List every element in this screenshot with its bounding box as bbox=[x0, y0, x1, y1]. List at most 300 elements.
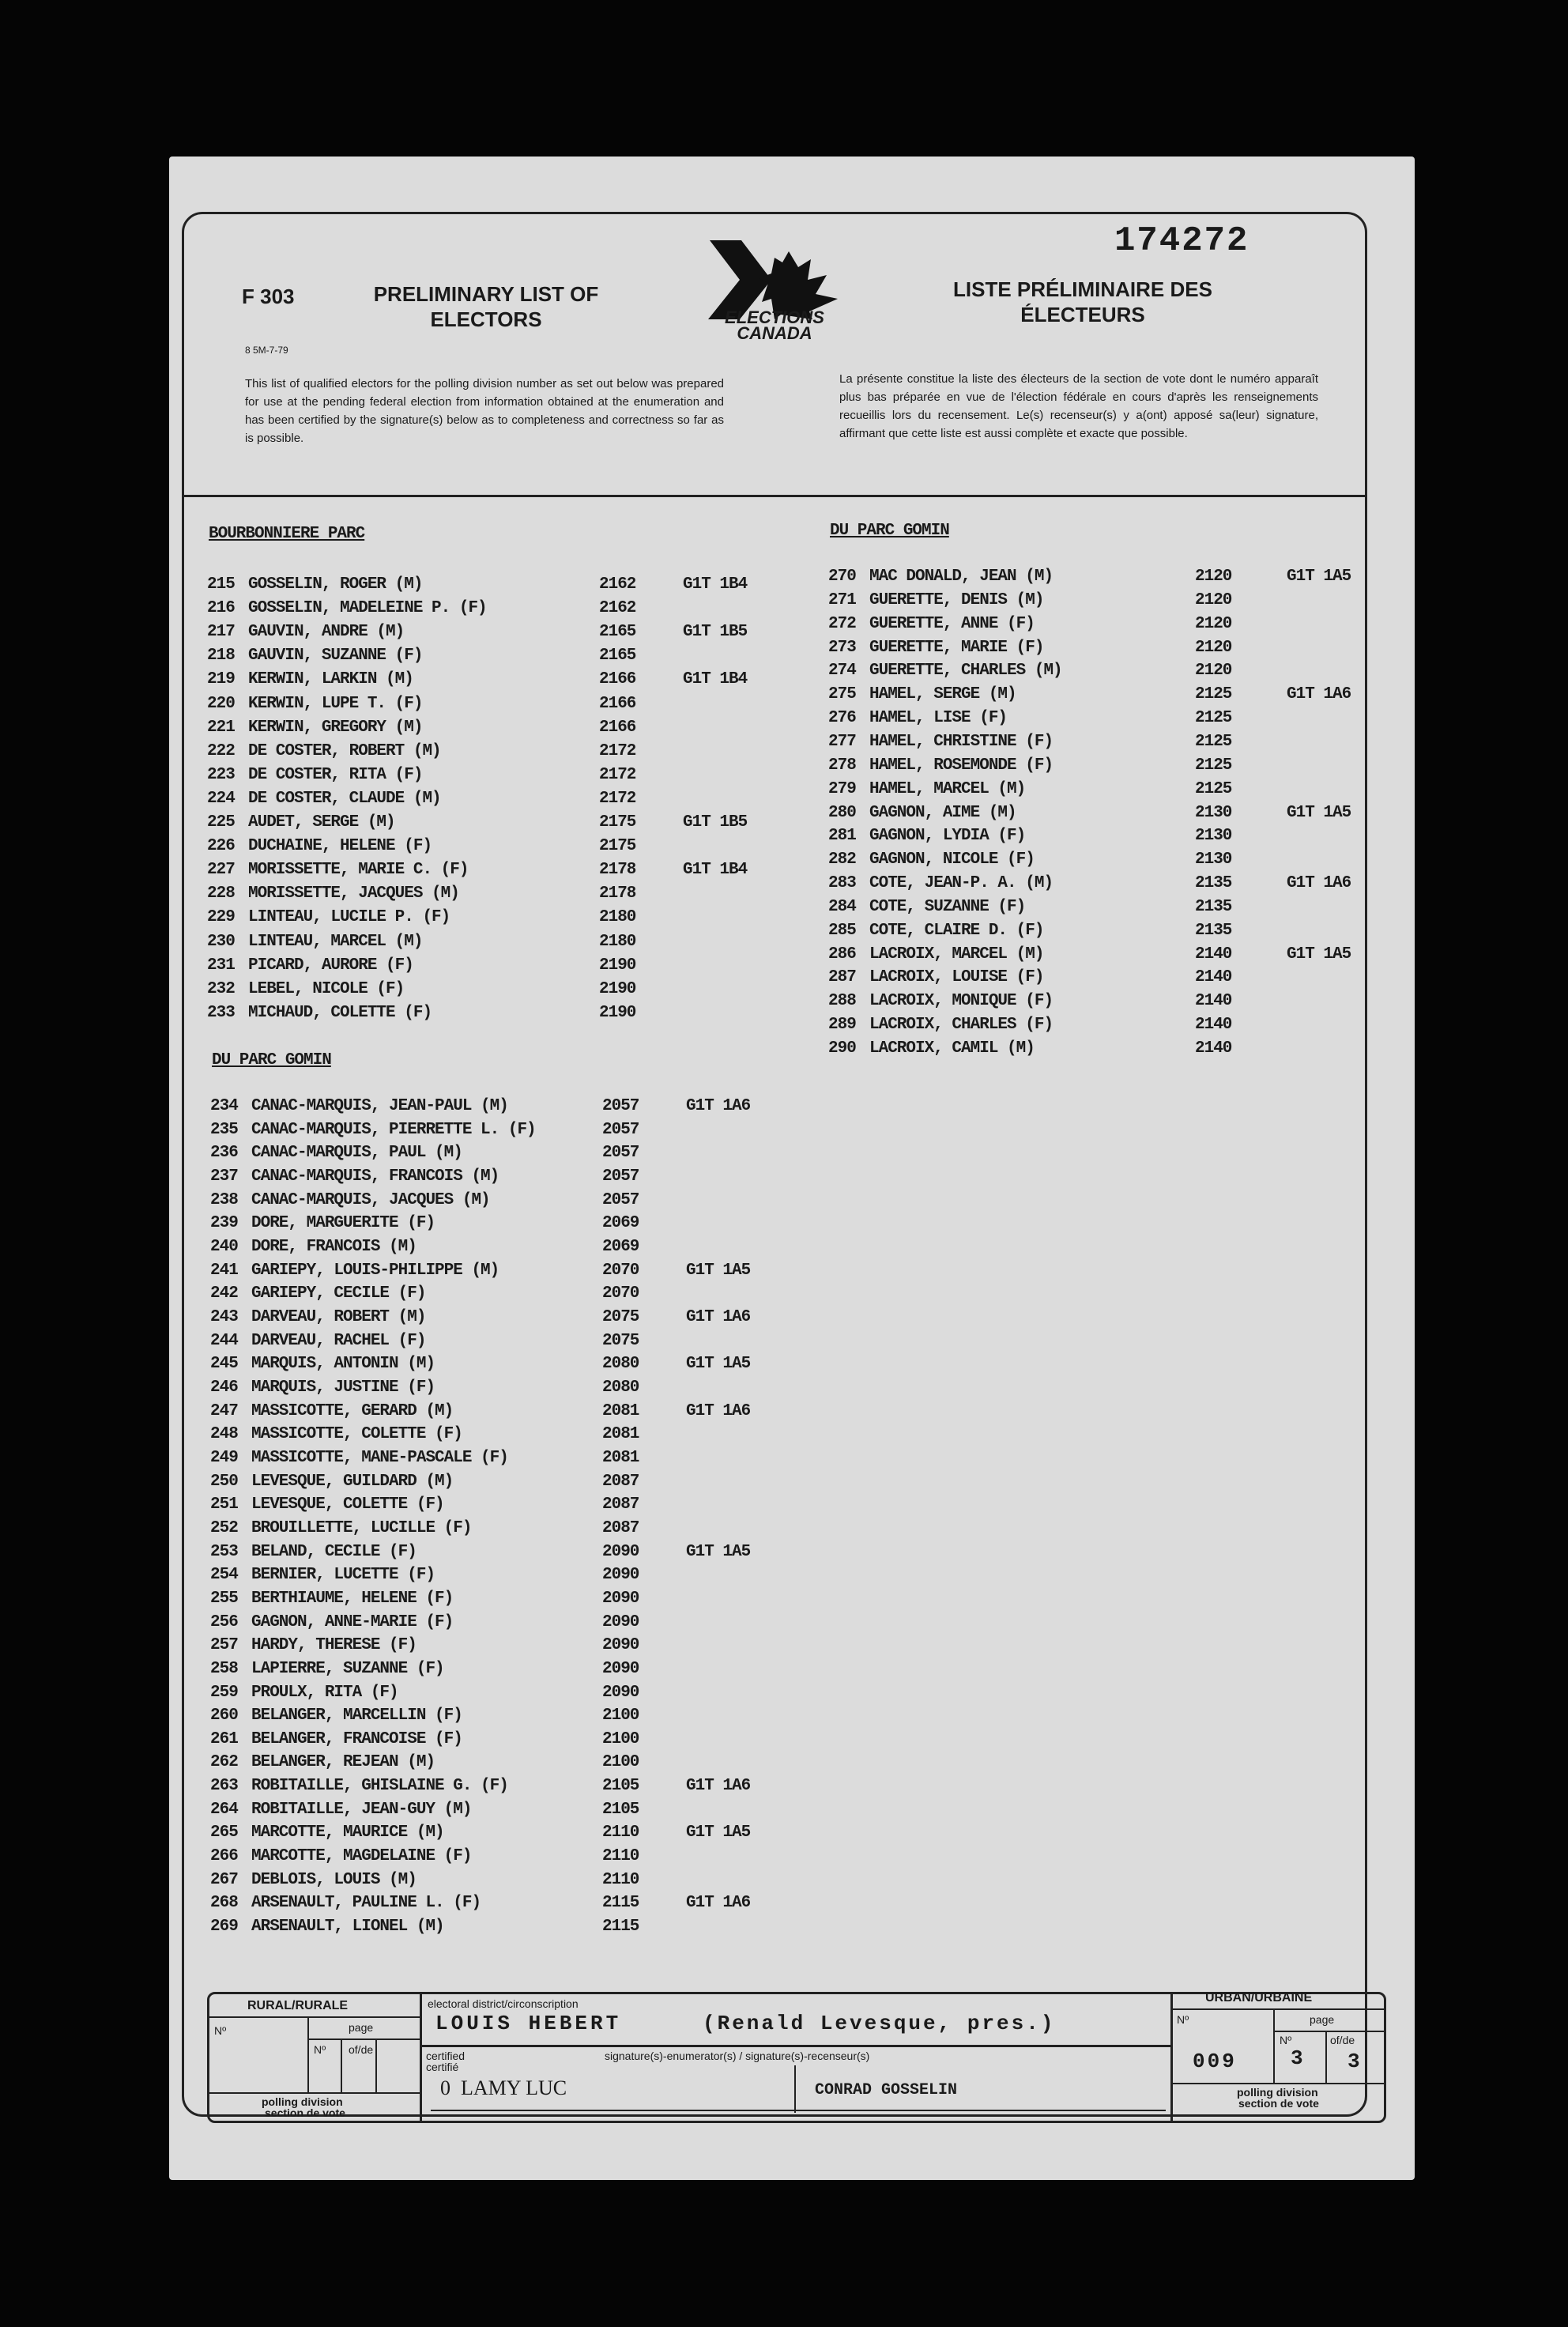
elector-postal-code: G1T 1A6 bbox=[686, 1097, 751, 1115]
elector-civic-number: 2140 bbox=[1195, 1039, 1232, 1058]
elector-civic-number: 2110 bbox=[602, 1824, 639, 1842]
elector-name: HAMEL, SERGE (M) bbox=[869, 685, 1016, 704]
elector-number: 238 bbox=[210, 1190, 238, 1209]
elector-civic-number: 2081 bbox=[602, 1401, 639, 1420]
logo-text bbox=[695, 307, 854, 343]
urban-of-label: of/de bbox=[1330, 2034, 1355, 2046]
elector-name: HAMEL, MARCEL (M) bbox=[869, 779, 1026, 798]
elector-number: 217 bbox=[207, 623, 235, 642]
elector-civic-number: 2057 bbox=[602, 1144, 639, 1163]
elector-name: GUERETTE, ANNE (F) bbox=[869, 614, 1035, 633]
elector-civic-number: 2165 bbox=[599, 623, 636, 642]
elector-number: 281 bbox=[828, 827, 856, 846]
elector-name: COTE, JEAN-P. A. (M) bbox=[869, 874, 1054, 893]
urban-polling-label: polling division bbox=[1237, 2086, 1318, 2099]
urban-label: URBAN/URBAINE bbox=[1205, 1991, 1313, 2005]
rural-label: RURAL/RURALE bbox=[247, 1999, 349, 2012]
rural-rule-v2 bbox=[341, 2038, 342, 2092]
elector-name: GAUVIN, ANDRE (M) bbox=[248, 623, 405, 642]
elector-postal-code: G1T 1A6 bbox=[686, 1777, 751, 1796]
footer-divider-1 bbox=[420, 1994, 422, 2121]
elector-name: GUERETTE, DENIS (M) bbox=[869, 590, 1044, 609]
elector-name: HAMEL, ROSEMONDE (F) bbox=[869, 756, 1054, 775]
elector-name: CANAC-MARQUIS, FRANCOIS (M) bbox=[251, 1167, 499, 1186]
elector-number: 223 bbox=[207, 765, 235, 784]
elector-number: 283 bbox=[828, 874, 856, 893]
section-title-gomin-right: DU PARC GOMIN bbox=[830, 522, 949, 540]
elector-postal-code: G1T 1A5 bbox=[1287, 803, 1351, 822]
elector-civic-number: 2140 bbox=[1195, 992, 1232, 1011]
elector-name: CANAC-MARQUIS, PIERRETTE L. (F) bbox=[251, 1120, 536, 1139]
elector-number: 264 bbox=[210, 1800, 238, 1819]
elector-civic-number: 2080 bbox=[602, 1355, 639, 1374]
elector-number: 270 bbox=[828, 568, 856, 586]
elector-number: 251 bbox=[210, 1495, 238, 1514]
urban-rule-v2 bbox=[1325, 2031, 1327, 2083]
elector-civic-number: 2090 bbox=[602, 1659, 639, 1678]
elector-number: 282 bbox=[828, 850, 856, 869]
elector-number: 215 bbox=[207, 575, 235, 594]
elector-number: 224 bbox=[207, 789, 235, 808]
elector-postal-code: G1T 1A5 bbox=[686, 1355, 751, 1374]
elector-name: BELANGER, REJEAN (M) bbox=[251, 1753, 435, 1772]
elector-number: 257 bbox=[210, 1636, 238, 1655]
title-french: LISTE PRÉLIMINAIRE DES ÉLECTEURS bbox=[953, 277, 1212, 326]
elector-name: HAMEL, LISE (F) bbox=[869, 709, 1008, 728]
elector-number: 261 bbox=[210, 1729, 238, 1748]
elector-name: MARQUIS, ANTONIN (M) bbox=[251, 1355, 435, 1374]
elector-civic-number: 2190 bbox=[599, 1003, 636, 1022]
elector-number: 278 bbox=[828, 756, 856, 775]
enumerator1-signature: LAMY LUC bbox=[461, 2076, 567, 2099]
elector-name: DUCHAINE, HELENE (F) bbox=[248, 837, 432, 856]
elector-civic-number: 2057 bbox=[602, 1120, 639, 1139]
elector-civic-number: 2180 bbox=[599, 932, 636, 951]
elector-number: 226 bbox=[207, 837, 235, 856]
elector-name: ARSENAULT, PAULINE L. (F) bbox=[251, 1894, 481, 1913]
elector-name: LACROIX, CAMIL (M) bbox=[869, 1039, 1035, 1058]
elector-name: LEBEL, NICOLE (F) bbox=[248, 979, 405, 998]
elector-number: 272 bbox=[828, 614, 856, 633]
elector-number: 234 bbox=[210, 1097, 238, 1115]
elector-number: 285 bbox=[828, 921, 856, 940]
enumerator1-prefix: 0 bbox=[440, 2076, 450, 2099]
enumerator2-signature: CONRAD GOSSELIN bbox=[815, 2081, 958, 2099]
elector-name: PROULX, RITA (F) bbox=[251, 1683, 398, 1702]
elector-civic-number: 2100 bbox=[602, 1753, 639, 1772]
elector-civic-number: 2105 bbox=[602, 1800, 639, 1819]
elector-number: 290 bbox=[828, 1039, 856, 1058]
page-of-number: 3 bbox=[1348, 2050, 1360, 2073]
elector-number: 231 bbox=[207, 956, 235, 975]
elector-number: 268 bbox=[210, 1894, 238, 1913]
elector-number: 253 bbox=[210, 1542, 238, 1561]
elector-civic-number: 2166 bbox=[599, 694, 636, 713]
elector-name: KERWIN, GREGORY (M) bbox=[248, 718, 423, 737]
elector-name: BELAND, CECILE (F) bbox=[251, 1542, 416, 1561]
elector-name: LINTEAU, MARCEL (M) bbox=[248, 932, 423, 951]
elector-number: 222 bbox=[207, 741, 235, 760]
footer-box bbox=[207, 1992, 1386, 2123]
serial-number: 174272 bbox=[1114, 221, 1250, 261]
elector-name: COTE, CLAIRE D. (F) bbox=[869, 921, 1044, 940]
elector-name: DE COSTER, ROBERT (M) bbox=[248, 741, 441, 760]
elector-number: 229 bbox=[207, 908, 235, 927]
rural-of-label: of/de bbox=[349, 2043, 374, 2056]
elector-civic-number: 2090 bbox=[602, 1589, 639, 1608]
elector-name: CANAC-MARQUIS, JACQUES (M) bbox=[251, 1190, 490, 1209]
elector-number: 267 bbox=[210, 1870, 238, 1889]
rural-rule-v3 bbox=[375, 2038, 377, 2092]
elector-name: GUERETTE, CHARLES (M) bbox=[869, 662, 1062, 681]
urban-page-label: page bbox=[1310, 2013, 1335, 2026]
elector-number: 274 bbox=[828, 662, 856, 681]
elector-name: LACROIX, MONIQUE (F) bbox=[869, 992, 1054, 1011]
elector-name: DEBLOIS, LOUIS (M) bbox=[251, 1870, 416, 1889]
elector-name: BERNIER, LUCETTE (F) bbox=[251, 1566, 435, 1585]
elector-civic-number: 2069 bbox=[602, 1214, 639, 1233]
elector-number: 255 bbox=[210, 1589, 238, 1608]
elector-number: 287 bbox=[828, 968, 856, 987]
intro-english: This list of qualified electors for the polling division number as set out below was prepared for use at the pending federal election from information obtained at the enumeration and has been certified by the signature(s) below as to completeness and correctness so far as is possible. bbox=[245, 377, 724, 445]
elector-civic-number: 2057 bbox=[602, 1190, 639, 1209]
elector-number: 240 bbox=[210, 1237, 238, 1256]
elector-number: 225 bbox=[207, 813, 235, 832]
elector-number: 259 bbox=[210, 1683, 238, 1702]
elector-civic-number: 2081 bbox=[602, 1448, 639, 1467]
elector-name: DE COSTER, CLAUDE (M) bbox=[248, 789, 441, 808]
elector-number: 248 bbox=[210, 1425, 238, 1444]
elector-number: 269 bbox=[210, 1918, 238, 1937]
elector-postal-code: G1T 1B4 bbox=[683, 575, 748, 594]
elector-civic-number: 2080 bbox=[602, 1378, 639, 1397]
elector-postal-code: G1T 1A5 bbox=[1287, 568, 1351, 586]
elector-name: LAPIERRE, SUZANNE (F) bbox=[251, 1659, 444, 1678]
elector-civic-number: 2125 bbox=[1195, 685, 1232, 704]
elector-civic-number: 2175 bbox=[599, 837, 636, 856]
signature-divider bbox=[794, 2065, 796, 2113]
elector-civic-number: 2100 bbox=[602, 1729, 639, 1748]
elector-name: PICARD, AURORE (F) bbox=[248, 956, 413, 975]
elector-number: 244 bbox=[210, 1331, 238, 1350]
elector-postal-code: G1T 1A5 bbox=[686, 1261, 751, 1280]
elector-civic-number: 2081 bbox=[602, 1425, 639, 1444]
elector-civic-number: 2087 bbox=[602, 1472, 639, 1491]
elector-number: 265 bbox=[210, 1824, 238, 1842]
print-code: 8 5M-7-79 bbox=[245, 345, 288, 356]
elector-number: 288 bbox=[828, 992, 856, 1011]
elector-number: 216 bbox=[207, 599, 235, 618]
elector-number: 241 bbox=[210, 1261, 238, 1280]
elector-number: 250 bbox=[210, 1472, 238, 1491]
elector-civic-number: 2090 bbox=[602, 1636, 639, 1655]
elector-name: CANAC-MARQUIS, PAUL (M) bbox=[251, 1144, 462, 1163]
elector-civic-number: 2100 bbox=[602, 1707, 639, 1725]
elector-civic-number: 2115 bbox=[602, 1894, 639, 1913]
elector-name: HAMEL, CHRISTINE (F) bbox=[869, 732, 1054, 751]
elector-civic-number: 2140 bbox=[1195, 945, 1232, 964]
elector-number: 230 bbox=[207, 932, 235, 951]
elector-number: 235 bbox=[210, 1120, 238, 1139]
footer-divider-2 bbox=[1170, 1994, 1173, 2121]
elector-name: ROBITAILLE, GHISLAINE G. (F) bbox=[251, 1777, 508, 1796]
elector-civic-number: 2166 bbox=[599, 670, 636, 689]
elector-number: 242 bbox=[210, 1284, 238, 1303]
elector-number: 228 bbox=[207, 884, 235, 903]
elector-civic-number: 2125 bbox=[1195, 732, 1232, 751]
elector-civic-number: 2057 bbox=[602, 1097, 639, 1115]
elector-civic-number: 2172 bbox=[599, 765, 636, 784]
elector-civic-number: 2172 bbox=[599, 741, 636, 760]
elector-civic-number: 2125 bbox=[1195, 709, 1232, 728]
elector-name: GARIEPY, LOUIS-PHILIPPE (M) bbox=[251, 1261, 499, 1280]
elector-name: LEVESQUE, GUILDARD (M) bbox=[251, 1472, 454, 1491]
elector-civic-number: 2120 bbox=[1195, 590, 1232, 609]
elector-name: DARVEAU, ROBERT (M) bbox=[251, 1307, 426, 1326]
elector-number: 220 bbox=[207, 694, 235, 713]
elector-name: GUERETTE, MARIE (F) bbox=[869, 638, 1044, 657]
rural-rule-v1 bbox=[307, 2018, 309, 2092]
elector-postal-code: G1T 1A6 bbox=[686, 1307, 751, 1326]
elector-postal-code: G1T 1A6 bbox=[686, 1894, 751, 1913]
elector-name: MICHAUD, COLETTE (F) bbox=[248, 1003, 432, 1022]
elector-number: 245 bbox=[210, 1355, 238, 1374]
elector-civic-number: 2162 bbox=[599, 599, 636, 618]
elector-civic-number: 2175 bbox=[599, 813, 636, 832]
elector-name: DARVEAU, RACHEL (F) bbox=[251, 1331, 426, 1350]
elector-name: GARIEPY, CECILE (F) bbox=[251, 1284, 426, 1303]
rural-no2-label: Nº bbox=[314, 2043, 326, 2056]
elector-name: LACROIX, MARCEL (M) bbox=[869, 945, 1044, 964]
elector-postal-code: G1T 1A5 bbox=[686, 1824, 751, 1842]
elector-name: GOSSELIN, MADELEINE P. (F) bbox=[248, 599, 487, 618]
elector-name: LACROIX, CHARLES (F) bbox=[869, 1016, 1054, 1035]
intro-french: La présente constitue la liste des électeurs de la section de vote dont le numéro apparaît plus bas préparée en vue de l'élection fédérale en cours d'après les renseignements recueillis lors du recensement. Le(s) recenseur(s) y a(ont) apposé sa(leur) signature, affirmant que cette liste est aussi complète et exacte que possible. bbox=[839, 372, 1318, 440]
elector-name: ARSENAULT, LIONEL (M) bbox=[251, 1918, 444, 1937]
elector-postal-code: G1T 1A5 bbox=[686, 1542, 751, 1561]
elector-name: DORE, MARGUERITE (F) bbox=[251, 1214, 435, 1233]
elector-number: 286 bbox=[828, 945, 856, 964]
elector-civic-number: 2115 bbox=[602, 1918, 639, 1937]
certified-label: certified bbox=[426, 2050, 466, 2062]
elector-civic-number: 2120 bbox=[1195, 568, 1232, 586]
elector-name: MASSICOTTE, MANE-PASCALE (F) bbox=[251, 1448, 508, 1467]
elector-number: 221 bbox=[207, 718, 235, 737]
elector-number: 289 bbox=[828, 1016, 856, 1035]
elector-name: BERTHIAUME, HELENE (F) bbox=[251, 1589, 454, 1608]
elector-number: 279 bbox=[828, 779, 856, 798]
elector-name: HARDY, THERESE (F) bbox=[251, 1636, 416, 1655]
elector-number: 254 bbox=[210, 1566, 238, 1585]
elector-number: 219 bbox=[207, 670, 235, 689]
elector-number: 246 bbox=[210, 1378, 238, 1397]
elector-civic-number: 2140 bbox=[1195, 968, 1232, 987]
elector-number: 263 bbox=[210, 1777, 238, 1796]
elector-number: 236 bbox=[210, 1144, 238, 1163]
elector-name: COTE, SUZANNE (F) bbox=[869, 897, 1026, 916]
elector-name: GAGNON, ANNE-MARIE (F) bbox=[251, 1612, 454, 1631]
elector-civic-number: 2057 bbox=[602, 1167, 639, 1186]
rural-rule-mid bbox=[307, 2038, 420, 2040]
elector-civic-number: 2070 bbox=[602, 1261, 639, 1280]
elector-name: MARCOTTE, MAGDELAINE (F) bbox=[251, 1847, 472, 1866]
elector-postal-code: G1T 1A6 bbox=[686, 1401, 751, 1420]
district-value: LOUIS HEBERT bbox=[435, 2012, 622, 2035]
elector-civic-number: 2125 bbox=[1195, 779, 1232, 798]
elector-name: DE COSTER, RITA (F) bbox=[248, 765, 423, 784]
elector-number: 239 bbox=[210, 1214, 238, 1233]
elector-name: BELANGER, MARCELLIN (F) bbox=[251, 1707, 462, 1725]
elector-name: MASSICOTTE, GERARD (M) bbox=[251, 1401, 454, 1420]
rural-section-label: section de vote bbox=[265, 2106, 345, 2119]
elector-civic-number: 2087 bbox=[602, 1518, 639, 1537]
elector-number: 247 bbox=[210, 1401, 238, 1420]
elector-name: BELANGER, FRANCOISE (F) bbox=[251, 1729, 462, 1748]
elector-civic-number: 2120 bbox=[1195, 614, 1232, 633]
elector-number: 275 bbox=[828, 685, 856, 704]
elector-civic-number: 2162 bbox=[599, 575, 636, 594]
elector-postal-code: G1T 1B4 bbox=[683, 670, 748, 689]
elector-postal-code: G1T 1B5 bbox=[683, 813, 748, 832]
elector-civic-number: 2178 bbox=[599, 861, 636, 880]
rural-polling-label: polling division bbox=[262, 2095, 343, 2108]
elector-civic-number: 2120 bbox=[1195, 638, 1232, 657]
district-label: electoral district/circonscription bbox=[428, 1997, 579, 2010]
elector-civic-number: 2087 bbox=[602, 1495, 639, 1514]
elector-civic-number: 2130 bbox=[1195, 850, 1232, 869]
elector-number: 237 bbox=[210, 1167, 238, 1186]
elector-civic-number: 2069 bbox=[602, 1237, 639, 1256]
district-rule bbox=[422, 2045, 1170, 2047]
elector-name: DORE, FRANCOIS (M) bbox=[251, 1237, 416, 1256]
elector-name: GOSSELIN, ROGER (M) bbox=[248, 575, 423, 594]
elector-number: 232 bbox=[207, 979, 235, 998]
elector-number: 280 bbox=[828, 803, 856, 822]
elector-civic-number: 2105 bbox=[602, 1777, 639, 1796]
rural-rule-top bbox=[209, 2016, 420, 2018]
elector-civic-number: 2125 bbox=[1195, 756, 1232, 775]
elector-number: 276 bbox=[828, 709, 856, 728]
elector-civic-number: 2130 bbox=[1195, 827, 1232, 846]
elector-civic-number: 2190 bbox=[599, 956, 636, 975]
elector-name: LACROIX, LOUISE (F) bbox=[869, 968, 1044, 987]
elector-civic-number: 2190 bbox=[599, 979, 636, 998]
elector-name: MARQUIS, JUSTINE (F) bbox=[251, 1378, 435, 1397]
header-divider bbox=[182, 495, 1367, 497]
elector-postal-code: G1T 1B4 bbox=[683, 861, 748, 880]
elector-civic-number: 2140 bbox=[1195, 1016, 1232, 1035]
elector-civic-number: 2075 bbox=[602, 1307, 639, 1326]
elector-number: 233 bbox=[207, 1003, 235, 1022]
page-number: 3 bbox=[1291, 2046, 1303, 2070]
elector-civic-number: 2090 bbox=[602, 1683, 639, 1702]
elector-name: KERWIN, LUPE T. (F) bbox=[248, 694, 423, 713]
elector-civic-number: 2120 bbox=[1195, 662, 1232, 681]
signature-label: signature(s)-enumerator(s) / signature(s)-recenseur(s) bbox=[605, 2050, 870, 2062]
elector-civic-number: 2130 bbox=[1195, 803, 1232, 822]
elector-civic-number: 2090 bbox=[602, 1612, 639, 1631]
elector-civic-number: 2172 bbox=[599, 789, 636, 808]
elector-postal-code: G1T 1B5 bbox=[683, 623, 748, 642]
title-english: PRELIMINARY LIST OF ELECTORS bbox=[373, 282, 599, 331]
elector-name: ROBITAILLE, JEAN-GUY (M) bbox=[251, 1800, 472, 1819]
urban-no2-label: Nº bbox=[1280, 2034, 1292, 2046]
candidate-note: (Renald Levesque, pres.) bbox=[703, 2012, 1056, 2035]
elector-name: MAC DONALD, JEAN (M) bbox=[869, 568, 1054, 586]
elector-civic-number: 2090 bbox=[602, 1542, 639, 1561]
elector-number: 256 bbox=[210, 1612, 238, 1631]
elector-name: GAUVIN, SUZANNE (F) bbox=[248, 647, 423, 666]
rural-no-label: Nº bbox=[214, 2024, 227, 2037]
urban-rule-bottom bbox=[1173, 2083, 1386, 2084]
elector-civic-number: 2135 bbox=[1195, 921, 1232, 940]
elector-civic-number: 2166 bbox=[599, 718, 636, 737]
elector-number: 273 bbox=[828, 638, 856, 657]
elector-name: MARCOTTE, MAURICE (M) bbox=[251, 1824, 444, 1842]
elector-postal-code: G1T 1A6 bbox=[1287, 685, 1351, 704]
section-title-bourbonniere: BOURBONNIERE PARC bbox=[209, 525, 365, 543]
urban-no-label: Nº bbox=[1177, 2013, 1189, 2026]
elector-name: MORISSETTE, MARIE C. (F) bbox=[248, 861, 469, 880]
form-number: F 303 bbox=[242, 285, 295, 308]
elector-name: LINTEAU, LUCILE P. (F) bbox=[248, 908, 450, 927]
elector-name: KERWIN, LARKIN (M) bbox=[248, 670, 413, 689]
urban-rule-v1 bbox=[1273, 2010, 1275, 2083]
logo-text-line2: CANADA bbox=[737, 323, 812, 343]
elector-civic-number: 2090 bbox=[602, 1566, 639, 1585]
section-title-gomin-left: DU PARC GOMIN bbox=[212, 1051, 331, 1069]
elector-name: BROUILLETTE, LUCILLE (F) bbox=[251, 1518, 472, 1537]
elector-civic-number: 2165 bbox=[599, 647, 636, 666]
elector-name: GAGNON, LYDIA (F) bbox=[869, 827, 1026, 846]
polling-division-number: 009 bbox=[1193, 2050, 1237, 2073]
elector-number: 271 bbox=[828, 590, 856, 609]
elector-name: MORISSETTE, JACQUES (M) bbox=[248, 884, 459, 903]
elector-number: 262 bbox=[210, 1753, 238, 1772]
elector-name: CANAC-MARQUIS, JEAN-PAUL (M) bbox=[251, 1097, 508, 1115]
elector-civic-number: 2135 bbox=[1195, 874, 1232, 893]
certifie-label: certifié bbox=[426, 2061, 459, 2073]
urban-section-label: section de vote bbox=[1238, 2097, 1319, 2110]
elector-civic-number: 2070 bbox=[602, 1284, 639, 1303]
signature-underline bbox=[431, 2110, 1166, 2111]
urban-rule-mid bbox=[1273, 2031, 1386, 2032]
rural-page-label: page bbox=[349, 2021, 374, 2034]
elector-postal-code: G1T 1A6 bbox=[1287, 874, 1351, 893]
rural-rule-bottom bbox=[209, 2092, 420, 2094]
elector-civic-number: 2135 bbox=[1195, 897, 1232, 916]
elector-number: 258 bbox=[210, 1659, 238, 1678]
elector-number: 260 bbox=[210, 1707, 238, 1725]
elector-number: 243 bbox=[210, 1307, 238, 1326]
elector-number: 266 bbox=[210, 1847, 238, 1866]
elector-civic-number: 2110 bbox=[602, 1847, 639, 1866]
elector-number: 284 bbox=[828, 897, 856, 916]
logo-text-line1: ELECTIONS bbox=[725, 307, 824, 327]
elector-name: AUDET, SERGE (M) bbox=[248, 813, 395, 832]
elector-name: GAGNON, AIME (M) bbox=[869, 803, 1016, 822]
elector-civic-number: 2180 bbox=[599, 908, 636, 927]
elector-name: GAGNON, NICOLE (F) bbox=[869, 850, 1035, 869]
elector-civic-number: 2178 bbox=[599, 884, 636, 903]
elector-number: 218 bbox=[207, 647, 235, 666]
elector-number: 252 bbox=[210, 1518, 238, 1537]
elector-name: LEVESQUE, COLETTE (F) bbox=[251, 1495, 444, 1514]
urban-rule-top bbox=[1173, 2008, 1386, 2010]
elector-postal-code: G1T 1A5 bbox=[1287, 945, 1351, 964]
elector-name: MASSICOTTE, COLETTE (F) bbox=[251, 1425, 462, 1444]
elector-number: 277 bbox=[828, 732, 856, 751]
